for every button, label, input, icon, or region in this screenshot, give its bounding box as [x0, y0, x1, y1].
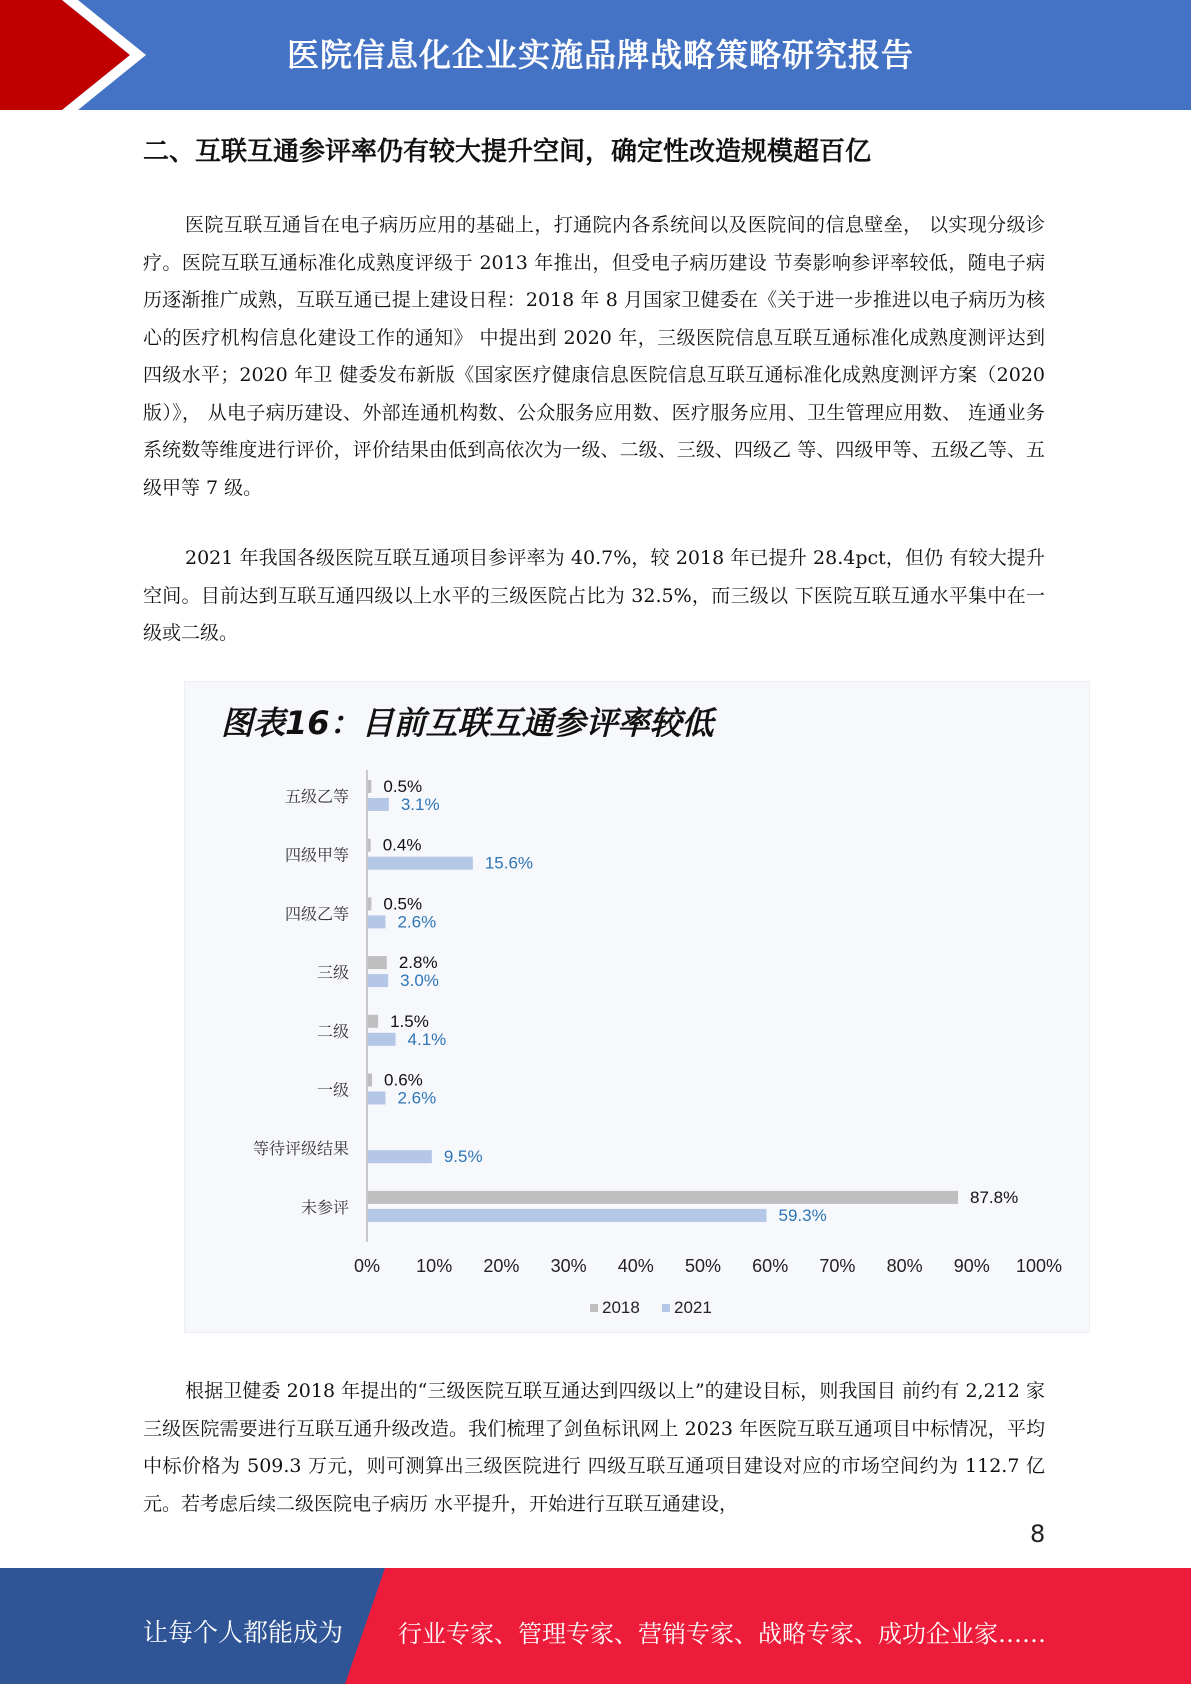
legend-label: 2018	[602, 1298, 640, 1317]
data-label-2018: 1.5%	[390, 1011, 429, 1031]
x-tick-label: 0%	[353, 1256, 381, 1276]
bar-2021	[368, 915, 385, 928]
legend-swatch-2018	[590, 1304, 598, 1312]
data-label-2021: 3.0%	[400, 971, 439, 991]
x-tick-label: 60%	[752, 1256, 789, 1276]
x-tick-label: 90%	[953, 1256, 990, 1276]
x-tick-label: 50%	[684, 1256, 722, 1276]
category-label: 三级	[316, 963, 349, 983]
bar-2021	[368, 857, 473, 870]
bar-2018	[368, 956, 387, 969]
bar-2021	[368, 974, 388, 987]
bar-2021	[368, 1209, 766, 1222]
legend-label: 2021	[674, 1298, 712, 1317]
paragraph-1: 医院互联互通旨在电子病历应用的基础上，打通院内各系统间以及医院间的信息壁垒， 以实现分级诊疗。医院互联互通标准化成熟度评级于 2013 年推出，但受电子病历建设 节奏影响参评率较低，随电子病历逐渐推广成熟，互联互通已提上建设日程：2018 年 8 月国家卫健委在《关于进一步推进以电子病历为核心的医疗机构信息化建设工作的通知》 中提出到 2020 年，三级医院信息互联互通标准化成熟度测评达到四级水平；2020 年卫 健委发布新版《国家医疗健康信息医院信息互联互通标准化成熟度测评方案（2020 版）》， 从电子病历建设、外部连通机构数、公众服务应用数、医疗服务应用、卫生管理应用数、 连通业务系统数等维度进行评价，评价结果由低到高依次为一级、二级、三级、四级乙 等、四级甲等、五级乙等、五级甲等 7 级。	[143, 214, 1045, 499]
legend-swatch-2021	[662, 1304, 670, 1312]
bar-2018	[368, 780, 371, 793]
data-label-2021: 3.1%	[400, 795, 440, 814]
paragraph-2: 2021 年我国各级医院互联互通项目参评率为 40.7%，较 2018 年已提升 28.4pct，但仍 有较大提升空间。目前达到互联互通四级以上水平的三级医院占比为 32.5%，而三级以 下医院互联互通水平集中在一级或二级。	[143, 547, 1045, 644]
data-label-2018: 87.8%	[970, 1187, 1019, 1207]
x-tick-label: 30%	[550, 1256, 587, 1276]
bar-2018	[368, 1191, 958, 1204]
bar-chart	[185, 682, 1089, 1332]
bar-2021	[368, 1150, 432, 1163]
chart-title: 图表16：目前互联互通参评率较低	[221, 704, 714, 742]
data-label-2018: 0.6%	[384, 1070, 423, 1090]
page-number: 8	[1030, 1520, 1046, 1548]
footer-slogan-left: 让每个人都能成为	[143, 1618, 344, 1647]
data-label-2021: 2.6%	[397, 1088, 437, 1108]
bar-2018	[368, 1015, 378, 1028]
chart-figure	[184, 681, 1090, 1333]
category-label: 二级	[316, 1021, 349, 1041]
report-title: 医院信息化企业实施品牌战略策略研究报告	[286, 36, 914, 74]
bar-2021	[368, 798, 389, 811]
footer-slogan-right: 行业专家、管理专家、营销专家、战略专家、成功企业家……	[398, 1620, 1046, 1648]
category-label: 四级乙等	[284, 904, 349, 924]
x-tick-label: 40%	[617, 1256, 654, 1276]
data-label-2018: 2.8%	[398, 953, 438, 973]
data-label-2018: 0.5%	[383, 894, 423, 914]
category-label: 四级甲等	[284, 845, 349, 865]
section-heading: 二、互联互通参评率仍有较大提升空间，确定性改造规模超百亿	[143, 137, 872, 167]
bar-2021	[368, 1033, 396, 1046]
bar-2021	[368, 1092, 385, 1105]
paragraph-3: 根据卫健委 2018 年提出的“三级医院互联互通达到四级以上”的建设目标，则我国目 前约有 2,212 家三级医院需要进行互联互通升级改造。我们梳理了剑鱼标讯网上 2023 年医院互联互通项目中标情况，平均中标价格为 509.3 万元，则可测算出三级医院进行 四级互联互通项目建设对应的市场空间约为 112.7 亿元。若考虑后续二级医院电子病历 水平提升，开始进行互联互通建设，	[143, 1380, 1045, 1515]
x-tick-label: 10%	[416, 1256, 453, 1276]
data-label-2021: 59.3%	[778, 1205, 827, 1225]
bar-2018	[368, 897, 371, 910]
data-label-2018: 0.4%	[382, 835, 422, 855]
x-tick-label: 100%	[1015, 1256, 1063, 1276]
data-label-2021: 9.5%	[443, 1147, 483, 1167]
category-label: 等待评级结果	[252, 1139, 349, 1159]
page-header	[0, 0, 1191, 110]
data-label-2021: 15.6%	[484, 853, 534, 873]
x-tick-label: 20%	[483, 1256, 520, 1276]
category-label: 一级	[316, 1080, 349, 1100]
x-tick-label: 70%	[819, 1256, 856, 1276]
category-label: 未参评	[300, 1197, 349, 1217]
data-label-2021: 4.1%	[407, 1029, 447, 1049]
bar-2018	[368, 839, 371, 852]
category-label: 五级乙等	[284, 787, 349, 806]
bar-2018	[368, 1074, 372, 1087]
data-label-2021: 2.6%	[397, 912, 437, 932]
x-tick-label: 80%	[886, 1256, 923, 1276]
data-label-2018: 0.5%	[383, 777, 423, 796]
